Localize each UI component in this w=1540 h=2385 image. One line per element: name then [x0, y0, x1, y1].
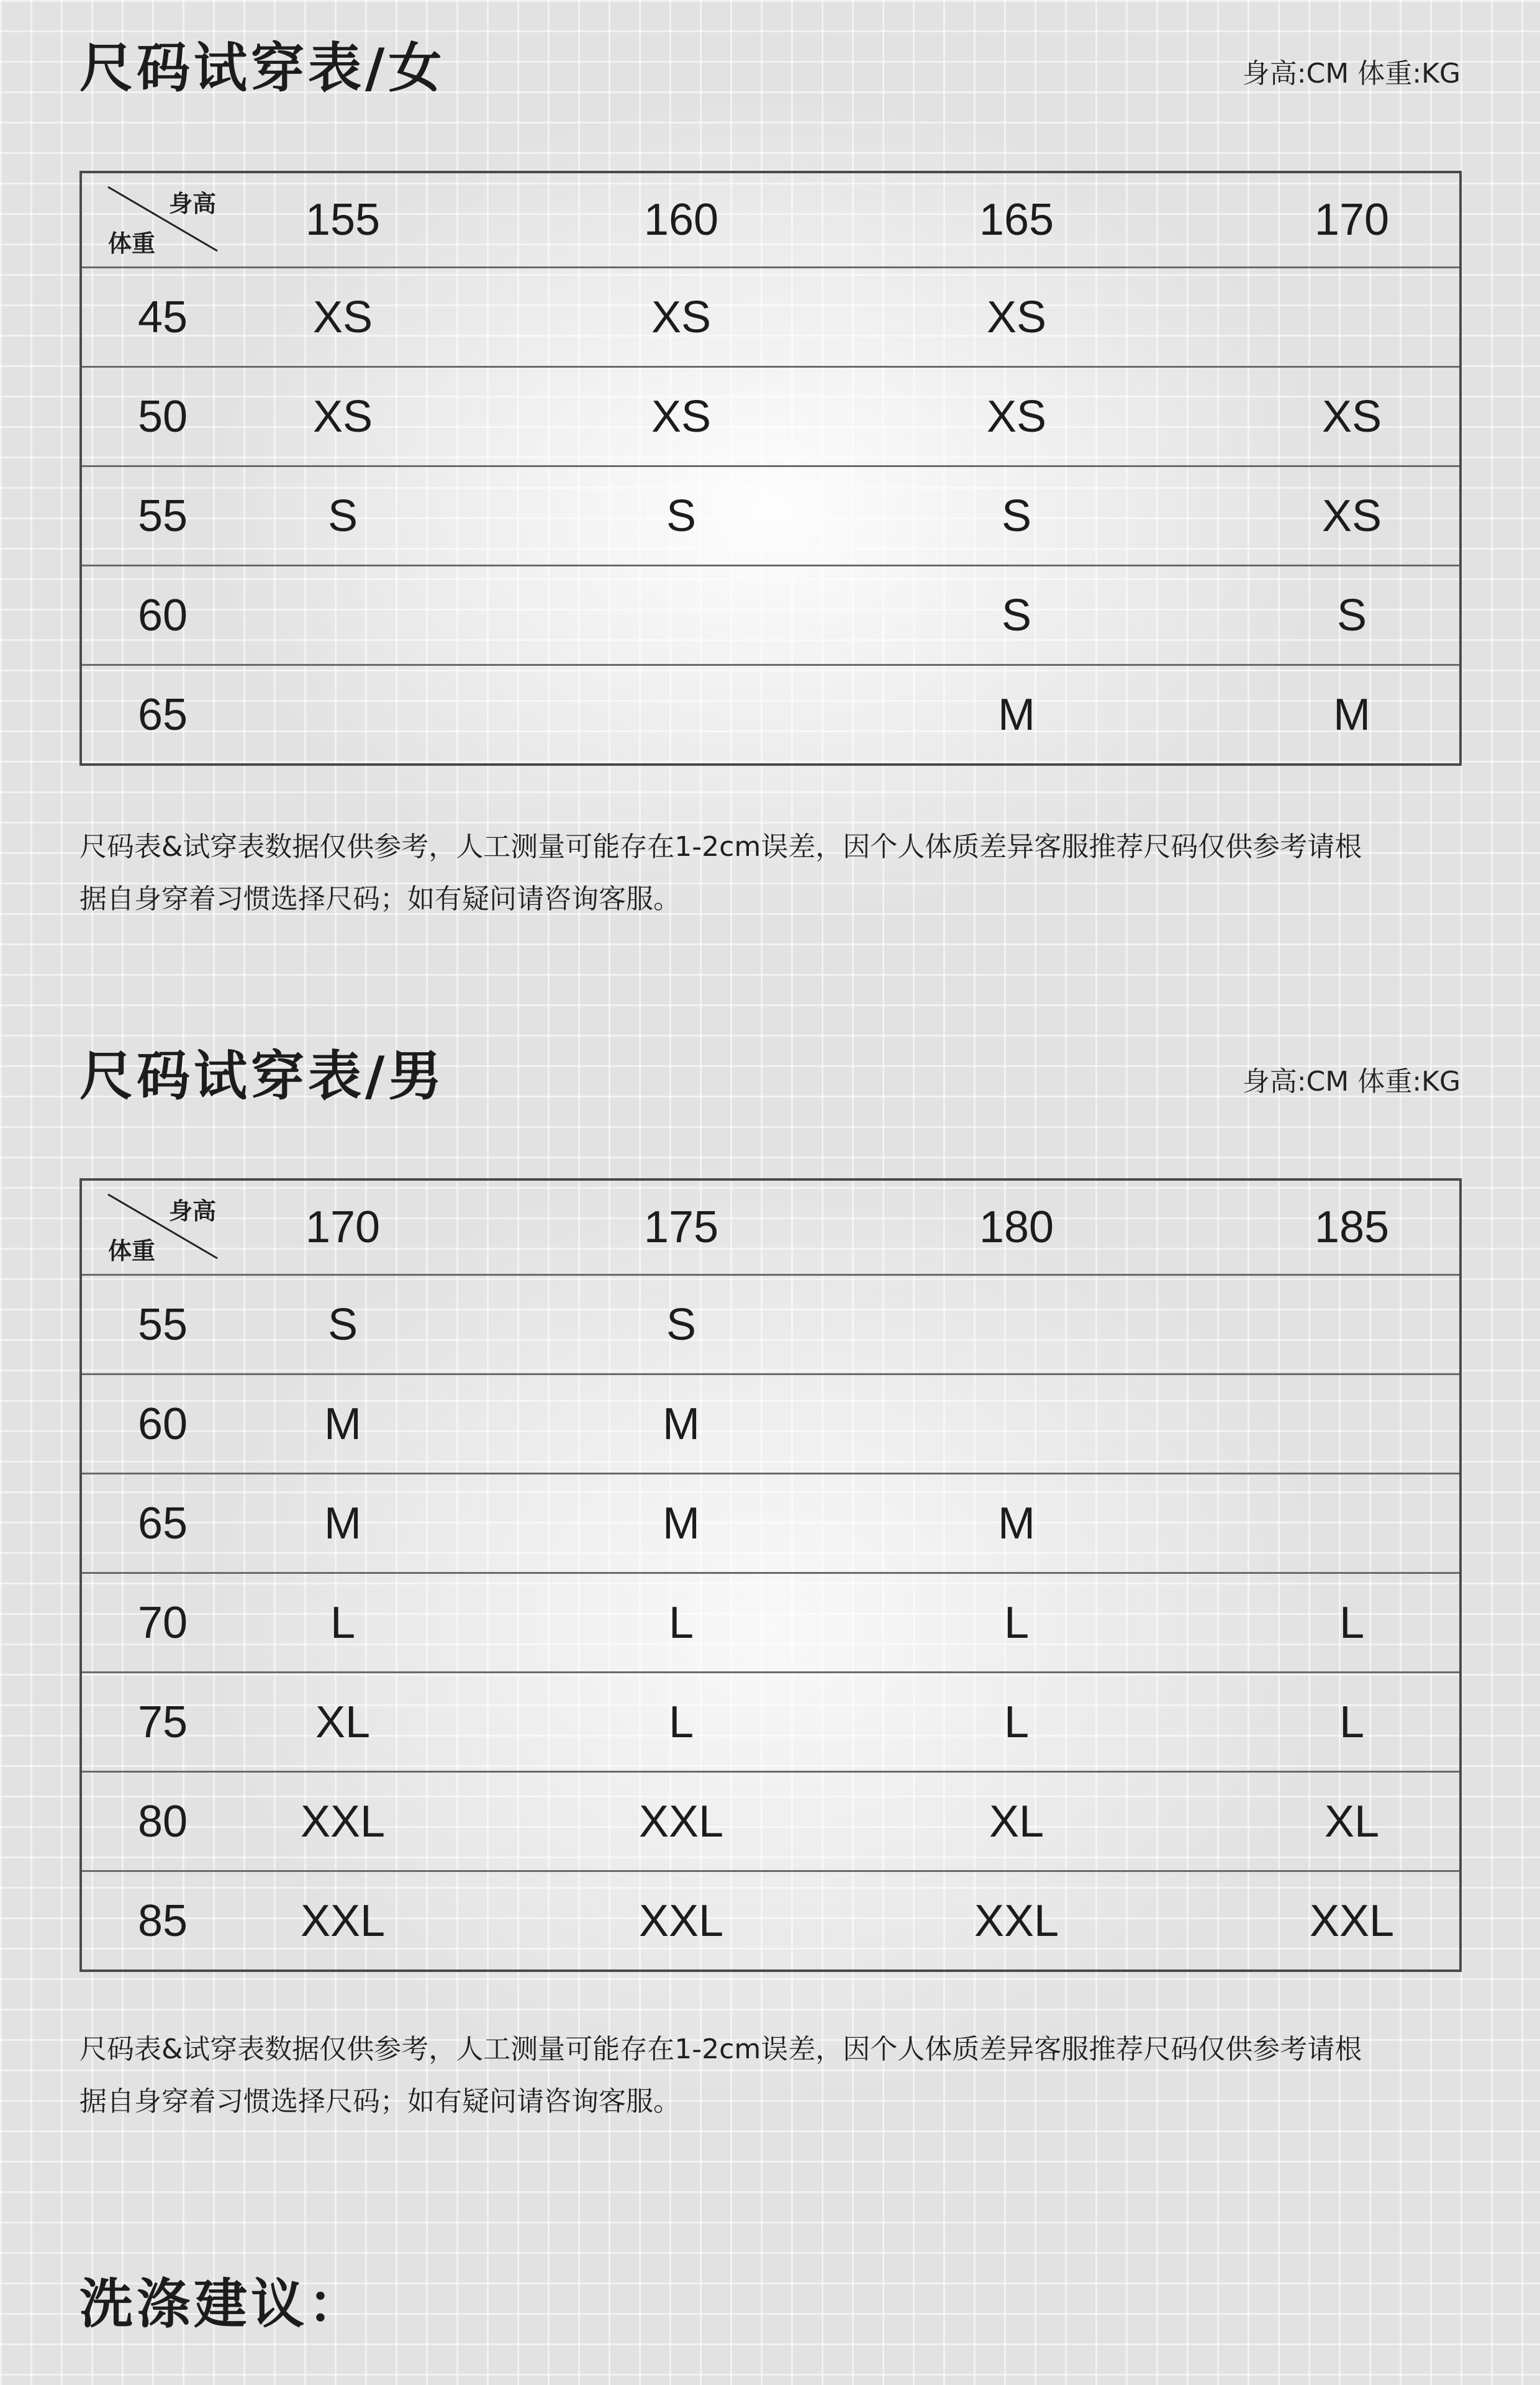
height-header: 165: [979, 195, 1054, 245]
size-cell: [942, 1276, 1091, 1373]
table-row: [82, 1771, 1459, 1870]
weight-cell: 70: [137, 1597, 188, 1648]
size-cell: XS: [651, 292, 712, 342]
size-cell: M: [663, 1498, 700, 1548]
size-cell: XXL: [300, 1896, 386, 1946]
size-cell: [1277, 1474, 1426, 1572]
size-cell: S: [1336, 590, 1367, 640]
size-cell: [607, 566, 756, 664]
weight-cell: 60: [137, 590, 188, 640]
height-header: 155: [305, 195, 381, 245]
size-cell: XXL: [1309, 1896, 1395, 1946]
height-header: 180: [979, 1202, 1054, 1252]
size-cell: S: [666, 491, 697, 541]
height-header: 170: [305, 1202, 381, 1252]
table-row: [82, 1870, 1459, 1969]
note-line: 据自身穿着习惯选择尺码；如有疑问请咨询客服。: [79, 883, 681, 915]
size-cell: M: [1333, 689, 1370, 740]
size-cell: [1277, 1375, 1426, 1473]
weight-cell: 45: [137, 292, 188, 342]
size-cell: XS: [312, 391, 373, 442]
table-row: [82, 1671, 1459, 1771]
size-cell: XS: [986, 391, 1047, 442]
size-cell: XS: [1321, 391, 1382, 442]
size-cell: M: [998, 1498, 1035, 1548]
table-row: [82, 1373, 1459, 1473]
size-cell: L: [1003, 1697, 1030, 1747]
size-cell: S: [327, 1299, 358, 1350]
size-cell: [1277, 1276, 1426, 1373]
size-cell: XXL: [974, 1896, 1059, 1946]
height-header: 175: [643, 1202, 719, 1252]
size-cell: M: [324, 1399, 361, 1449]
note-line: 据自身穿着习惯选择尺码；如有疑问请咨询客服。: [79, 2086, 681, 2117]
size-cell: [268, 566, 417, 664]
washing-advice-title: 洗涤建议：: [79, 2273, 365, 2335]
weight-cell: 75: [137, 1697, 188, 1747]
size-cell: XXL: [638, 1896, 724, 1946]
size-cell: L: [668, 1597, 694, 1648]
note-line: 尺码表&试穿表数据仅供参考，人工测量可能存在1-2cm误差，因个人体质差异客服推荐尺码仅供参考请根: [79, 2033, 1362, 2065]
height-header: 170: [1314, 195, 1390, 245]
weight-cell: 55: [137, 491, 188, 541]
size-cell: XS: [312, 292, 373, 342]
corner-header-cell: [82, 173, 243, 266]
size-cell: L: [1339, 1597, 1365, 1648]
height-axis-label: 身高: [169, 1197, 217, 1225]
size-cell: [268, 666, 417, 763]
size-cell: M: [663, 1399, 700, 1449]
note-line: 尺码表&试穿表数据仅供参考，人工测量可能存在1-2cm误差，因个人体质差异客服推荐尺码仅供参考请根: [79, 831, 1362, 863]
women-size-title: 尺码试穿表/女: [79, 37, 446, 99]
size-cell: XXL: [638, 1796, 724, 1847]
table-row: [82, 1473, 1459, 1572]
size-cell: L: [1339, 1697, 1365, 1747]
men-size-note: [79, 2024, 1464, 2128]
size-cell: S: [666, 1299, 697, 1350]
size-cell: S: [327, 491, 358, 541]
table-header-row: [82, 173, 1459, 266]
size-cell: L: [1003, 1597, 1030, 1648]
table-row: [82, 565, 1459, 664]
size-cell: [1277, 268, 1426, 366]
weight-cell: 55: [137, 1299, 188, 1350]
size-cell: XS: [651, 391, 712, 442]
size-cell: S: [1001, 590, 1032, 640]
size-cell: XS: [1321, 491, 1382, 541]
diagonal-divider-icon: [82, 1181, 243, 1274]
men-unit-label: 身高:CM 体重:KG: [1242, 1066, 1461, 1097]
table-row: [82, 366, 1459, 465]
size-cell: XXL: [300, 1796, 386, 1847]
table-row: [82, 266, 1459, 366]
size-cell: [607, 666, 756, 763]
weight-cell: 60: [137, 1399, 188, 1449]
size-cell: XL: [989, 1796, 1044, 1847]
height-header: 160: [643, 195, 719, 245]
table-row: [82, 1572, 1459, 1671]
weight-cell: 85: [137, 1896, 188, 1946]
size-cell: L: [330, 1597, 356, 1648]
weight-cell: 65: [137, 1498, 188, 1548]
women-size-note: [79, 821, 1464, 925]
weight-axis-label: 体重: [108, 1237, 156, 1265]
size-cell: XS: [986, 292, 1047, 342]
table-header-row: [82, 1181, 1459, 1274]
size-cell: XL: [1324, 1796, 1380, 1847]
size-cell: M: [998, 689, 1035, 740]
size-cell: L: [668, 1697, 694, 1747]
weight-cell: 80: [137, 1796, 188, 1847]
size-cell: M: [324, 1498, 361, 1548]
men-size-table: [79, 1178, 1462, 1972]
table-row: [82, 664, 1459, 763]
size-cell: S: [1001, 491, 1032, 541]
women-size-table: [79, 171, 1462, 766]
size-cell: [942, 1375, 1091, 1473]
weight-axis-label: 体重: [108, 230, 156, 257]
table-row: [82, 465, 1459, 565]
size-cell: XL: [315, 1697, 371, 1747]
men-size-title: 尺码试穿表/男: [79, 1045, 446, 1107]
weight-cell: 65: [137, 689, 188, 740]
corner-header-cell: [82, 1181, 243, 1274]
table-row: [82, 1274, 1459, 1373]
diagonal-divider-icon: [82, 173, 243, 266]
height-axis-label: 身高: [169, 190, 217, 217]
height-header: 185: [1314, 1202, 1390, 1252]
weight-cell: 50: [137, 391, 188, 442]
women-unit-label: 身高:CM 体重:KG: [1242, 58, 1461, 89]
